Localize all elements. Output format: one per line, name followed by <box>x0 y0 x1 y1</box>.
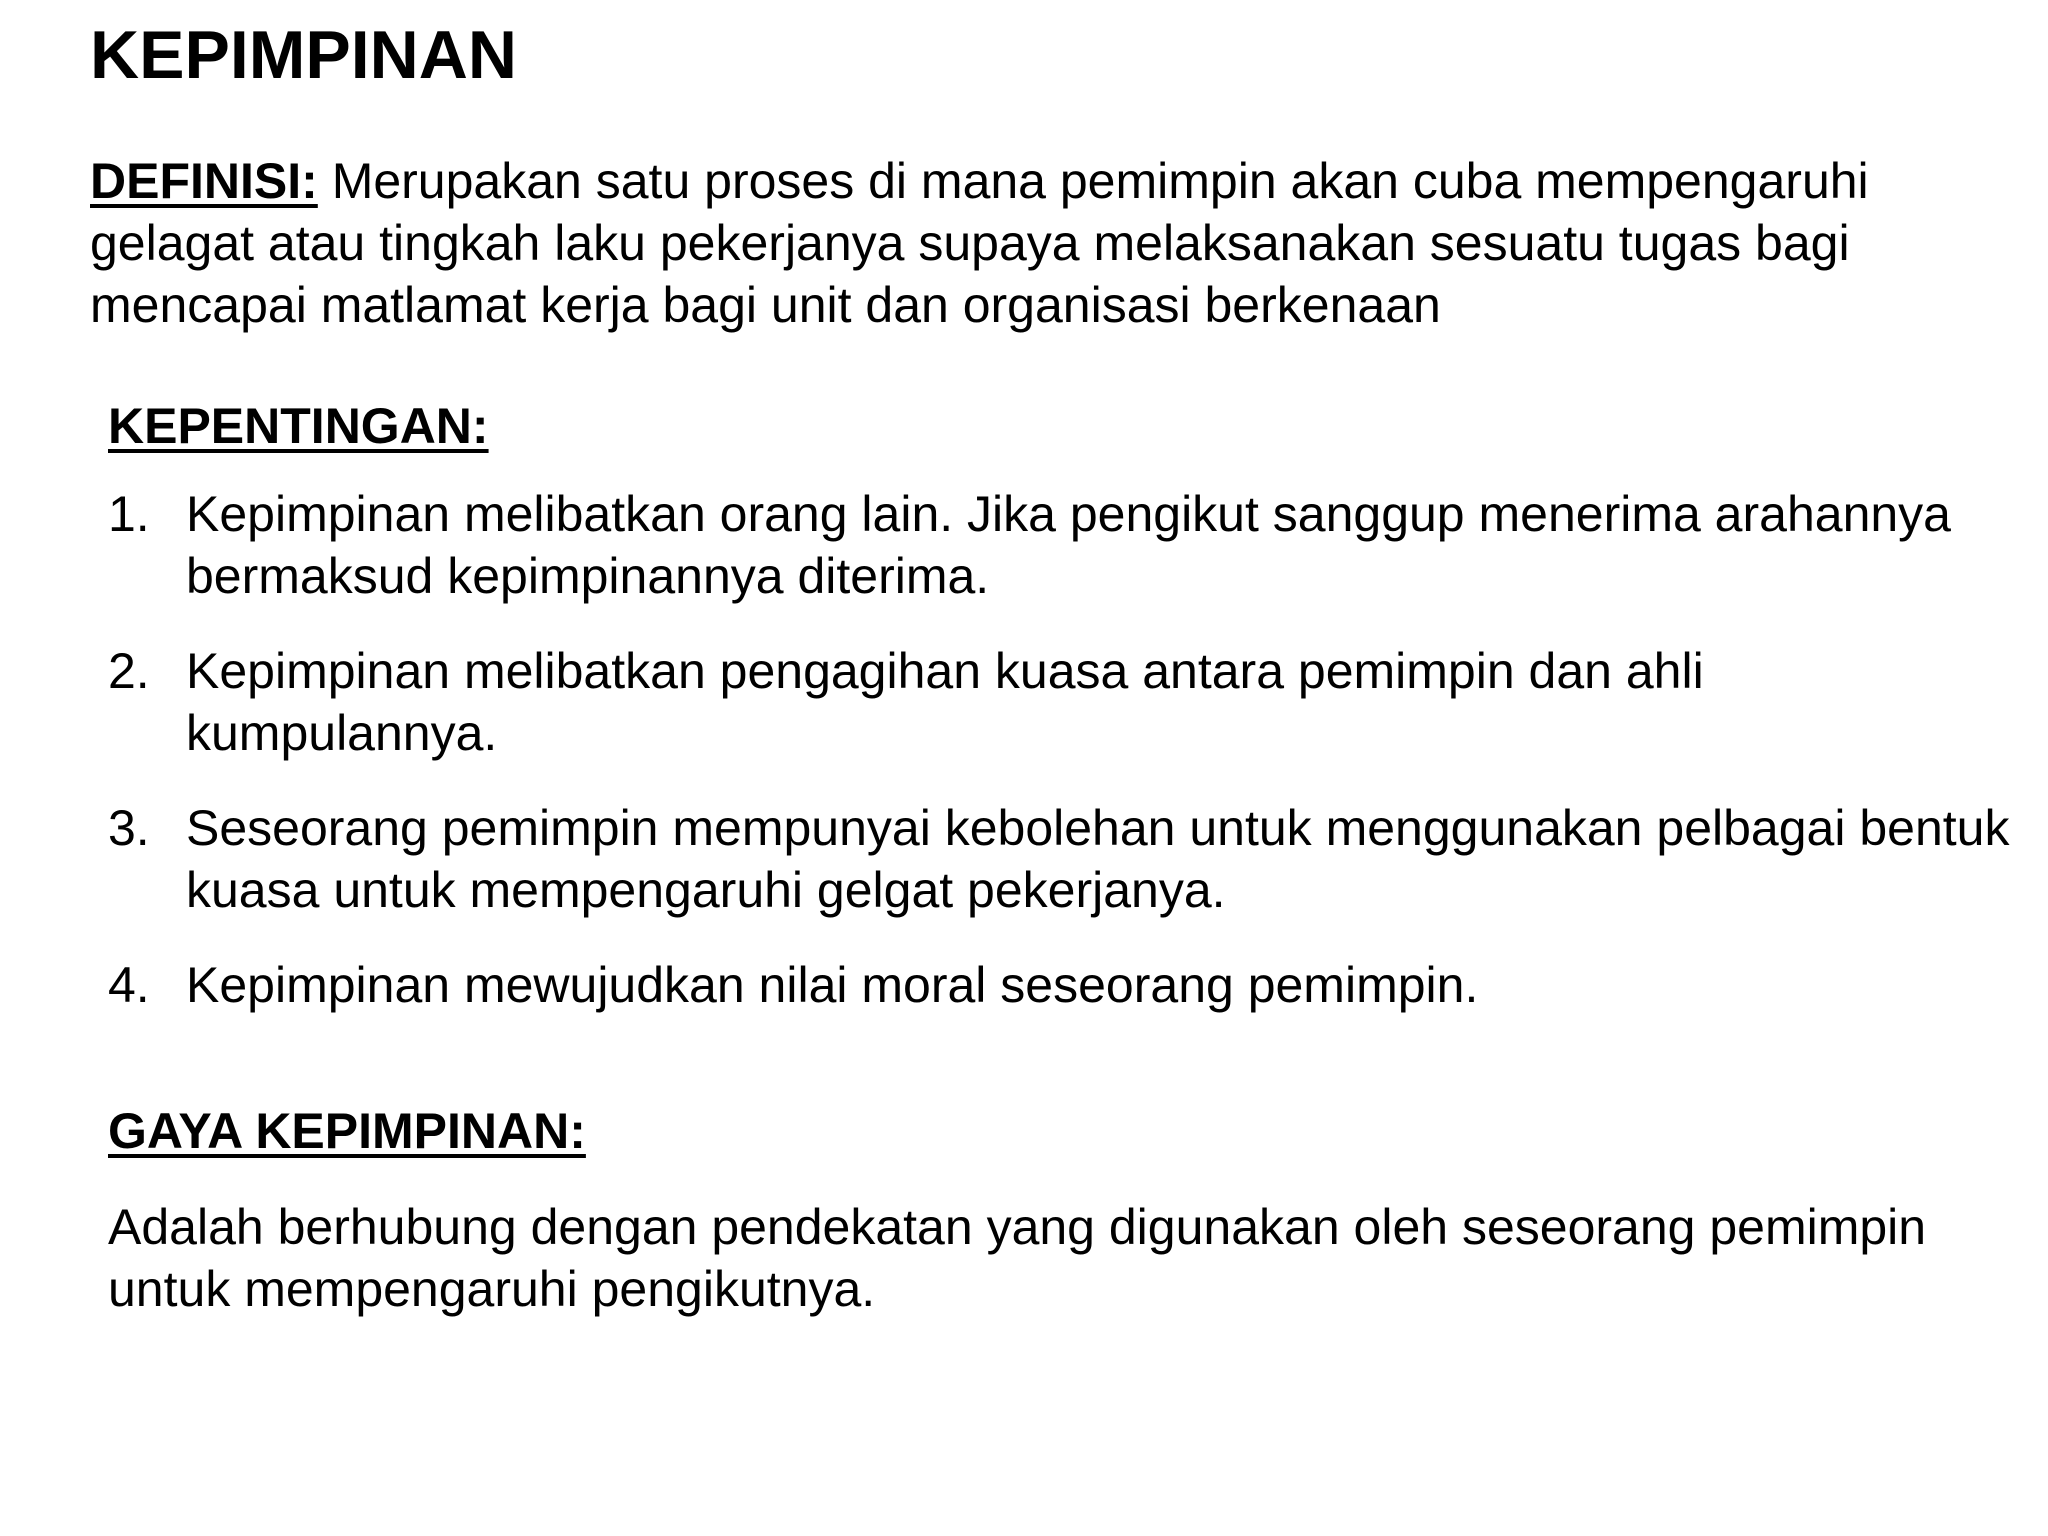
list-item-number: 1. <box>108 486 150 542</box>
gaya-kepimpinan-text: Adalah berhubung dengan pendekatan yang digunakan oleh seseorang pemimpin untuk mempengaruhi pengikutnya. <box>108 1199 1927 1317</box>
kepentingan-list <box>108 483 2028 1049</box>
list-item-text: Kepimpinan mewujudkan nilai moral seseorang pemimpin. <box>186 957 1479 1013</box>
list-item <box>108 483 2028 607</box>
list-item <box>108 640 2028 764</box>
definition-label: DEFINISI: <box>90 153 318 209</box>
list-item-number: 4. <box>108 957 150 1013</box>
definition-paragraph <box>90 150 2030 336</box>
kepentingan-heading: KEPENTINGAN: <box>108 398 489 454</box>
list-item-text: Seseorang pemimpin mempunyai kebolehan untuk menggunakan pelbagai bentuk kuasa untuk mempengaruhi gelgat pekerjanya. <box>186 800 2010 918</box>
list-item-number: 2. <box>108 643 150 699</box>
definition-text: Merupakan satu proses di mana pemimpin akan cuba mempengaruhi gelagat atau tingkah laku pekerjanya supaya melaksanakan sesuatu tugas bagi mencapai matlamat kerja bagi unit dan organisasi berkenaan <box>90 153 1869 333</box>
gaya-kepimpinan-heading: GAYA KEPIMPINAN: <box>108 1103 586 1159</box>
list-item <box>108 797 2028 921</box>
list-item-text: Kepimpinan melibatkan pengagihan kuasa antara pemimpin dan ahli kumpulannya. <box>186 643 1704 761</box>
list-item-text: Kepimpinan melibatkan orang lain. Jika pengikut sanggup menerima arahannya bermaksud kepimpinannya diterima. <box>186 486 1951 604</box>
slide-title: KEPIMPINAN <box>90 17 517 93</box>
list-item <box>108 954 2028 1016</box>
list-item-number: 3. <box>108 800 150 856</box>
